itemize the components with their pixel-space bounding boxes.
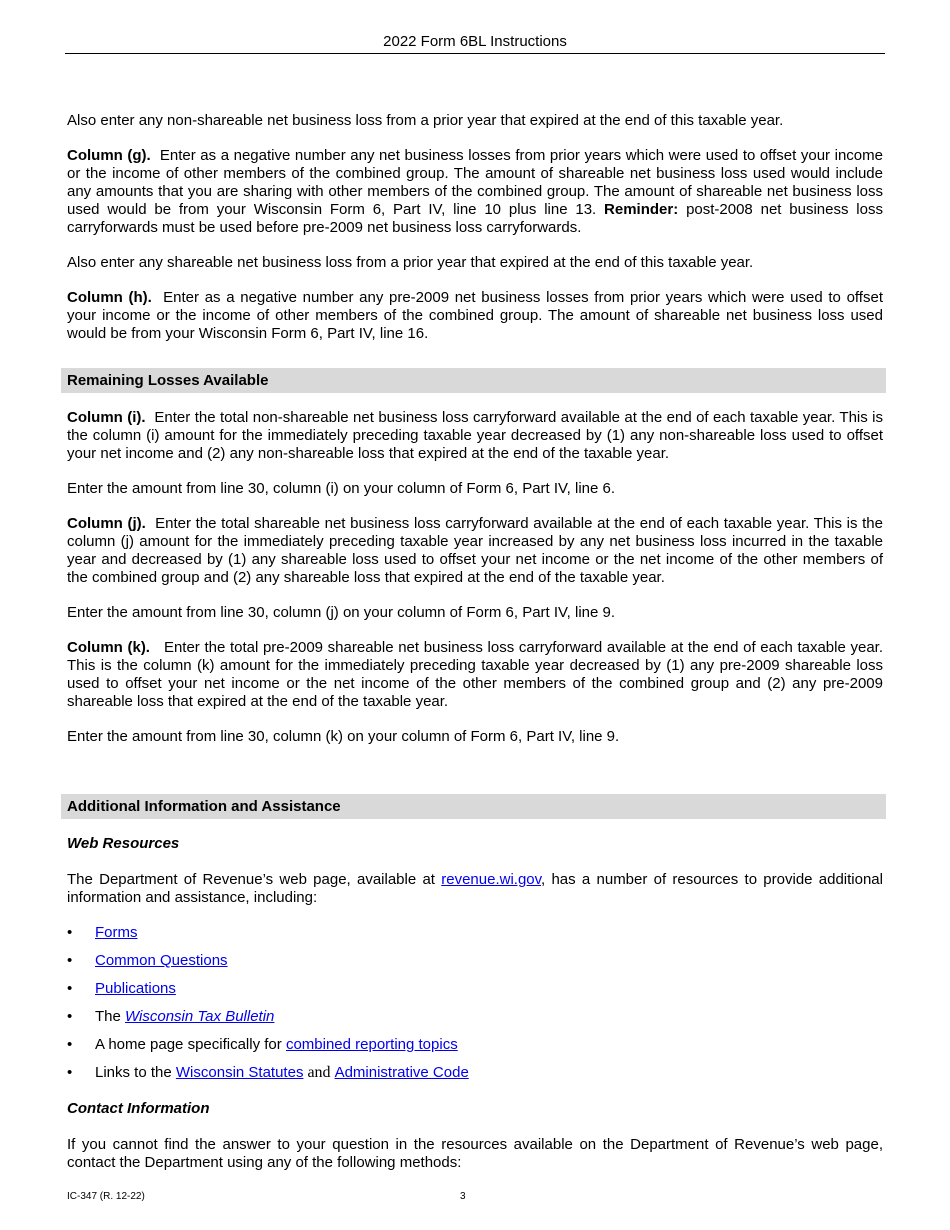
list-item xyxy=(67,952,883,970)
list-item xyxy=(67,980,883,998)
column-k-text: Enter the total pre-2009 shareable net business loss carryforward available at the end of each taxable year. This is the column (k) amount for the immediately preceding taxable year decreased by (1) any pre-2009 shareable loss used to offset your net income or the net income of the other members of the combined group and (2) any pre-2009 shareable loss that expired at the end of the taxable year. xyxy=(67,639,883,710)
document-body xyxy=(67,112,883,1189)
web-resources-heading: Web Resources xyxy=(67,835,180,852)
bullet-icon: • xyxy=(67,1036,73,1053)
bulletin-prefix: The xyxy=(95,1008,126,1025)
bullet-icon: • xyxy=(67,1008,73,1025)
column-j-text: Enter the total shareable net business loss carryforward available at the end of each taxable year. This is the column (j) amount for the immediately preceding taxable year increased by any net business loss incurred in the taxable year and decreased by (1) any shareable loss used to offset your net income or the net income of the other members of the combined group and (2) any shareable loss that expired at the end of the taxable year. xyxy=(67,515,883,586)
shareable-expired-paragraph: Also enter any shareable net business loss from a prior year that expired at the end of this taxable year. xyxy=(67,254,754,271)
combined-reporting-link[interactable]: combined reporting topics xyxy=(285,1036,458,1053)
publications-link[interactable]: Publications xyxy=(95,980,176,997)
web-intro-before: The Department of Revenue’s web page, available at xyxy=(67,871,442,888)
column-i-paragraph xyxy=(67,409,883,463)
combined-prefix: A home page specifically for xyxy=(95,1036,286,1053)
contact-info-heading: Contact Information xyxy=(67,1100,210,1117)
column-g-paragraph xyxy=(67,147,883,237)
revenue-website-link[interactable]: revenue.wi.gov xyxy=(441,871,542,888)
forms-link[interactable]: Forms xyxy=(95,924,138,941)
common-questions-link[interactable]: Common Questions xyxy=(95,952,228,969)
column-h-text: Enter as a negative number any pre-2009 net business losses from prior years which were used to offset your income or the income of other members of the combined group. The amount of shareable net business loss used would be from your Wisconsin Form 6, Part IV, line 16. xyxy=(67,289,883,342)
column-j-enter-paragraph: Enter the amount from line 30, column (j) on your column of Form 6, Part IV, line 9. xyxy=(67,604,616,621)
bullet-icon: • xyxy=(67,980,73,997)
bullet-icon: • xyxy=(67,952,73,969)
page-number: 3 xyxy=(460,1191,466,1202)
column-i-enter-paragraph: Enter the amount from line 30, column (i) on your column of Form 6, Part IV, line 6. xyxy=(67,480,616,497)
column-k-paragraph xyxy=(67,639,883,711)
web-intro-after: , has a number of resources to provide additional information and assistance, including: xyxy=(67,871,883,906)
column-h-label: Column (h). xyxy=(67,289,152,306)
nonshareable-expired-paragraph: Also enter any non-shareable net business loss from a prior year that expired at the end of this taxable year. xyxy=(67,112,784,129)
web-resources-list xyxy=(67,924,883,1082)
column-h-paragraph xyxy=(67,289,883,343)
tax-bulletin-link[interactable]: Wisconsin Tax Bulletin xyxy=(125,1008,275,1025)
bullet-icon: • xyxy=(67,924,73,941)
and-word: and xyxy=(303,1064,335,1081)
reminder-label: Reminder: xyxy=(604,201,679,218)
contact-info-paragraph: If you cannot find the answer to your question in the resources available on the Department of Revenue’s web page, contact the Department using any of the following methods: xyxy=(67,1136,883,1171)
column-i-label: Column (i). xyxy=(67,409,146,426)
list-item xyxy=(67,924,883,942)
remaining-losses-heading: Remaining Losses Available xyxy=(61,368,886,393)
column-g-text: Enter as a negative number any net business losses from prior years which were used to offset your income or the income of other members of the combined group. The amount of shareable net business loss used would include any amounts that you are sharing with other members of the combined group. The amount of shareable net business loss used would be from your Wisconsin Form 6, Part IV, line 10 plus line 13. xyxy=(67,147,883,218)
column-k-enter-paragraph: Enter the amount from line 30, column (k) on your column of Form 6, Part IV, line 9. xyxy=(67,728,620,745)
list-item xyxy=(67,1064,883,1082)
wisconsin-statutes-link[interactable]: Wisconsin Statutes xyxy=(175,1064,304,1081)
additional-info-heading: Additional Information and Assistance xyxy=(61,794,886,819)
column-j-paragraph xyxy=(67,515,883,587)
web-resources-intro xyxy=(67,871,883,907)
bullet-icon: • xyxy=(67,1064,73,1081)
reminder-text: post-2008 net business loss carryforwards must be used before pre-2009 net business loss carryforwards. xyxy=(67,201,883,236)
administrative-code-link[interactable]: Administrative Code xyxy=(334,1064,469,1081)
column-k-label: Column (k). xyxy=(67,639,150,656)
page-header: 2022 Form 6BL Instructions xyxy=(65,33,885,54)
list-item xyxy=(67,1008,883,1026)
form-id: IC-347 (R. 12-22) xyxy=(67,1191,145,1202)
links-prefix: Links to the xyxy=(95,1064,176,1081)
column-g-label: Column (g). xyxy=(67,147,151,164)
column-j-label: Column (j). xyxy=(67,515,146,532)
column-i-text: Enter the total non-shareable net business loss carryforward available at the end of each taxable year. This is the column (i) amount for the immediately preceding taxable year decreased by (1) any non-shareable loss used to offset your net income and (2) any non-shareable loss that expired at the end of the taxable year. xyxy=(67,409,883,462)
list-item xyxy=(67,1036,883,1054)
